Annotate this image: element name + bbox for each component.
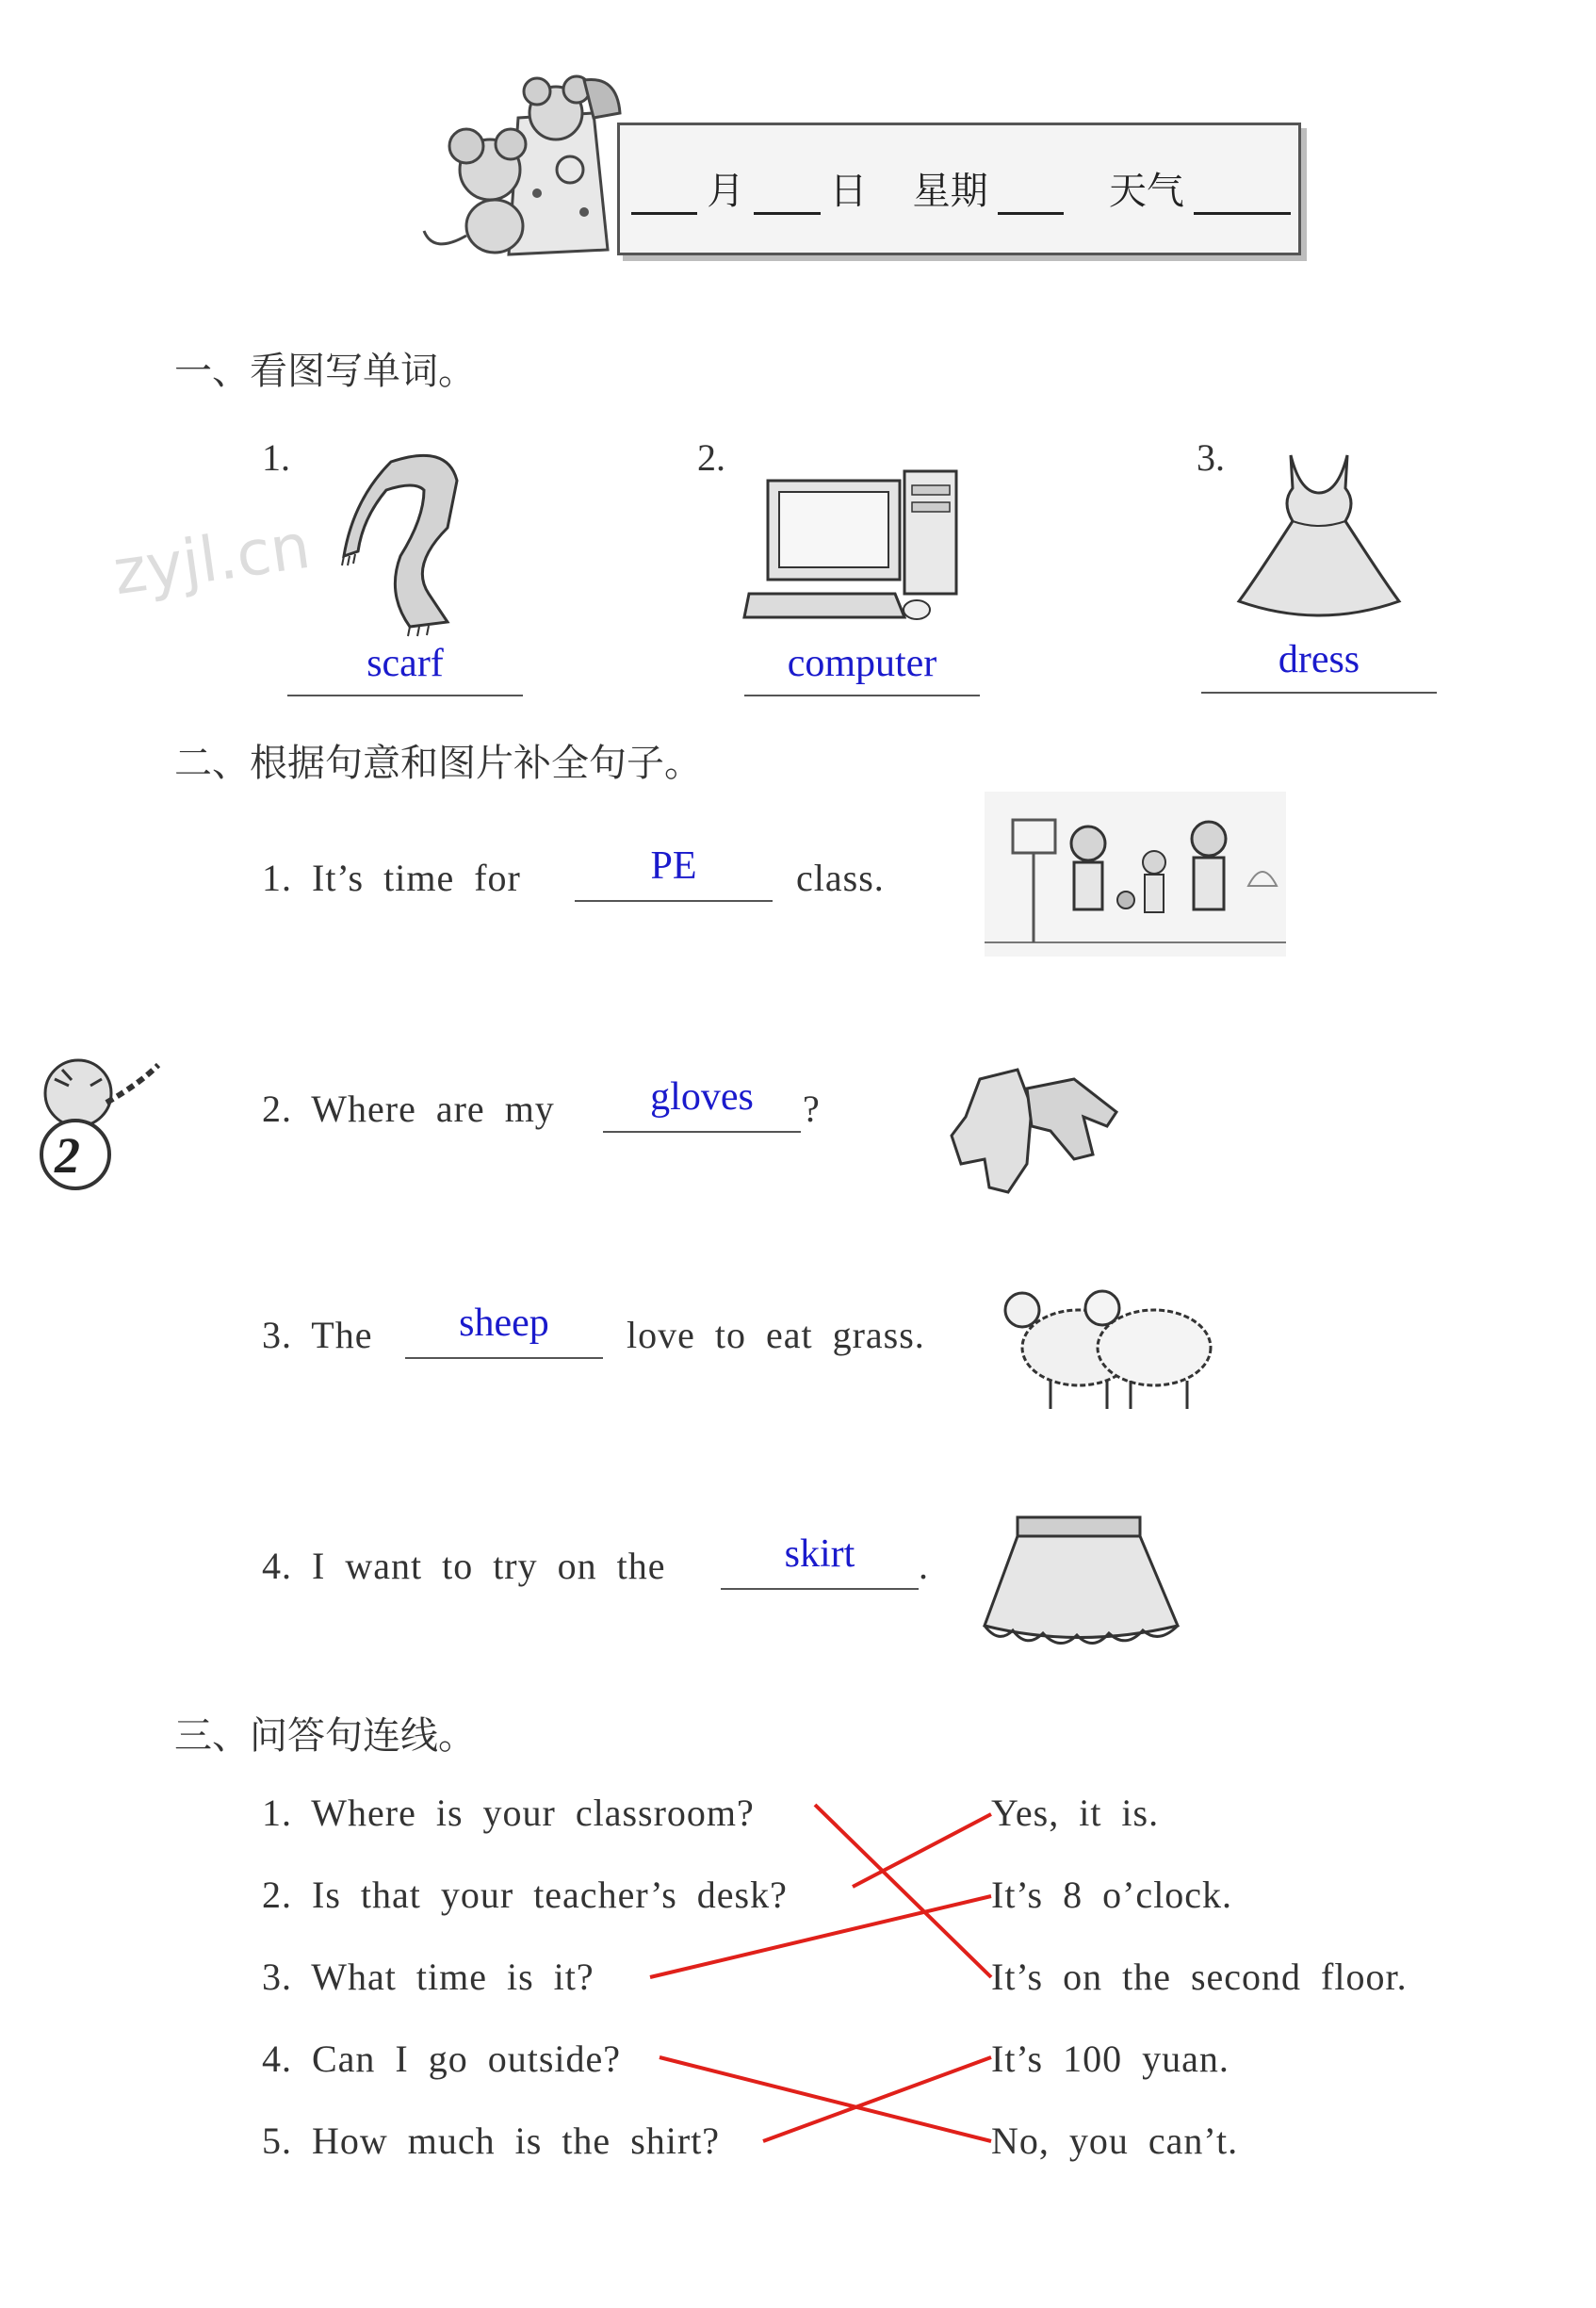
weather-label: 天气 [1108,170,1184,213]
s3-question-4: 4. Can I go outside? [262,2038,622,2080]
s3-answer-5: No, you can’t. [991,2120,1239,2162]
s3-answer-2: It’s 8 o’clock. [991,1874,1233,1916]
s2-q1-answer: PE [650,844,697,888]
item1-answer: scarf [366,642,444,685]
s2-q3-answer: sheep [459,1301,549,1345]
s2-q4-answer: skirt [784,1532,855,1576]
s3-answer-4: It’s 100 yuan. [991,2038,1230,2080]
s2-q2-before: 2. Where are my [262,1088,555,1130]
s2-q4-before: 4. I want to try on the [262,1545,666,1587]
s3-answer-1: Yes, it is. [991,1792,1160,1834]
s3-question-1: 1. Where is your classroom? [262,1792,755,1834]
match-line-5-4 [763,2057,991,2141]
s2-q3-before: 3. The [262,1314,373,1356]
match-line-3-2 [650,1896,991,1977]
match-line-4-5 [660,2057,991,2141]
page-number: 2 [55,1127,80,1184]
item3-answer: dress [1278,638,1360,681]
month-label: 月 [707,170,745,213]
s2-q2-after: ? [803,1088,821,1130]
item3-number: 3. [1197,436,1225,479]
section2-title: 二、根据句意和图片补全句子。 [174,742,702,785]
day-label: 日 [829,170,868,213]
s2-q1-after: class. [796,857,885,899]
s3-question-5: 5. How much is the shirt? [262,2120,721,2162]
s3-question-3: 3. What time is it? [262,1956,594,1998]
s3-question-2: 2. Is that your teacher’s desk? [262,1874,788,1916]
s2-q4-after: . [919,1545,929,1587]
s3-answer-3: It’s on the second floor. [991,1956,1408,1998]
item2-number: 2. [697,436,725,479]
weekday-label: 星期 [912,170,988,213]
item2-answer: computer [787,642,937,685]
section1-title: 一、看图写单词。 [174,350,476,393]
section3-title: 三、问答句连线。 [174,1714,476,1758]
watermark: zyjl.cn [108,509,315,610]
s2-q3-after: love to eat grass. [627,1314,925,1356]
s2-q1-before: 1. It’s time for [262,857,521,899]
s2-q2-answer: gloves [650,1075,754,1119]
match-line-2-1 [853,1814,991,1887]
item1-number: 1. [262,436,290,479]
match-line-1-3 [815,1805,991,1977]
